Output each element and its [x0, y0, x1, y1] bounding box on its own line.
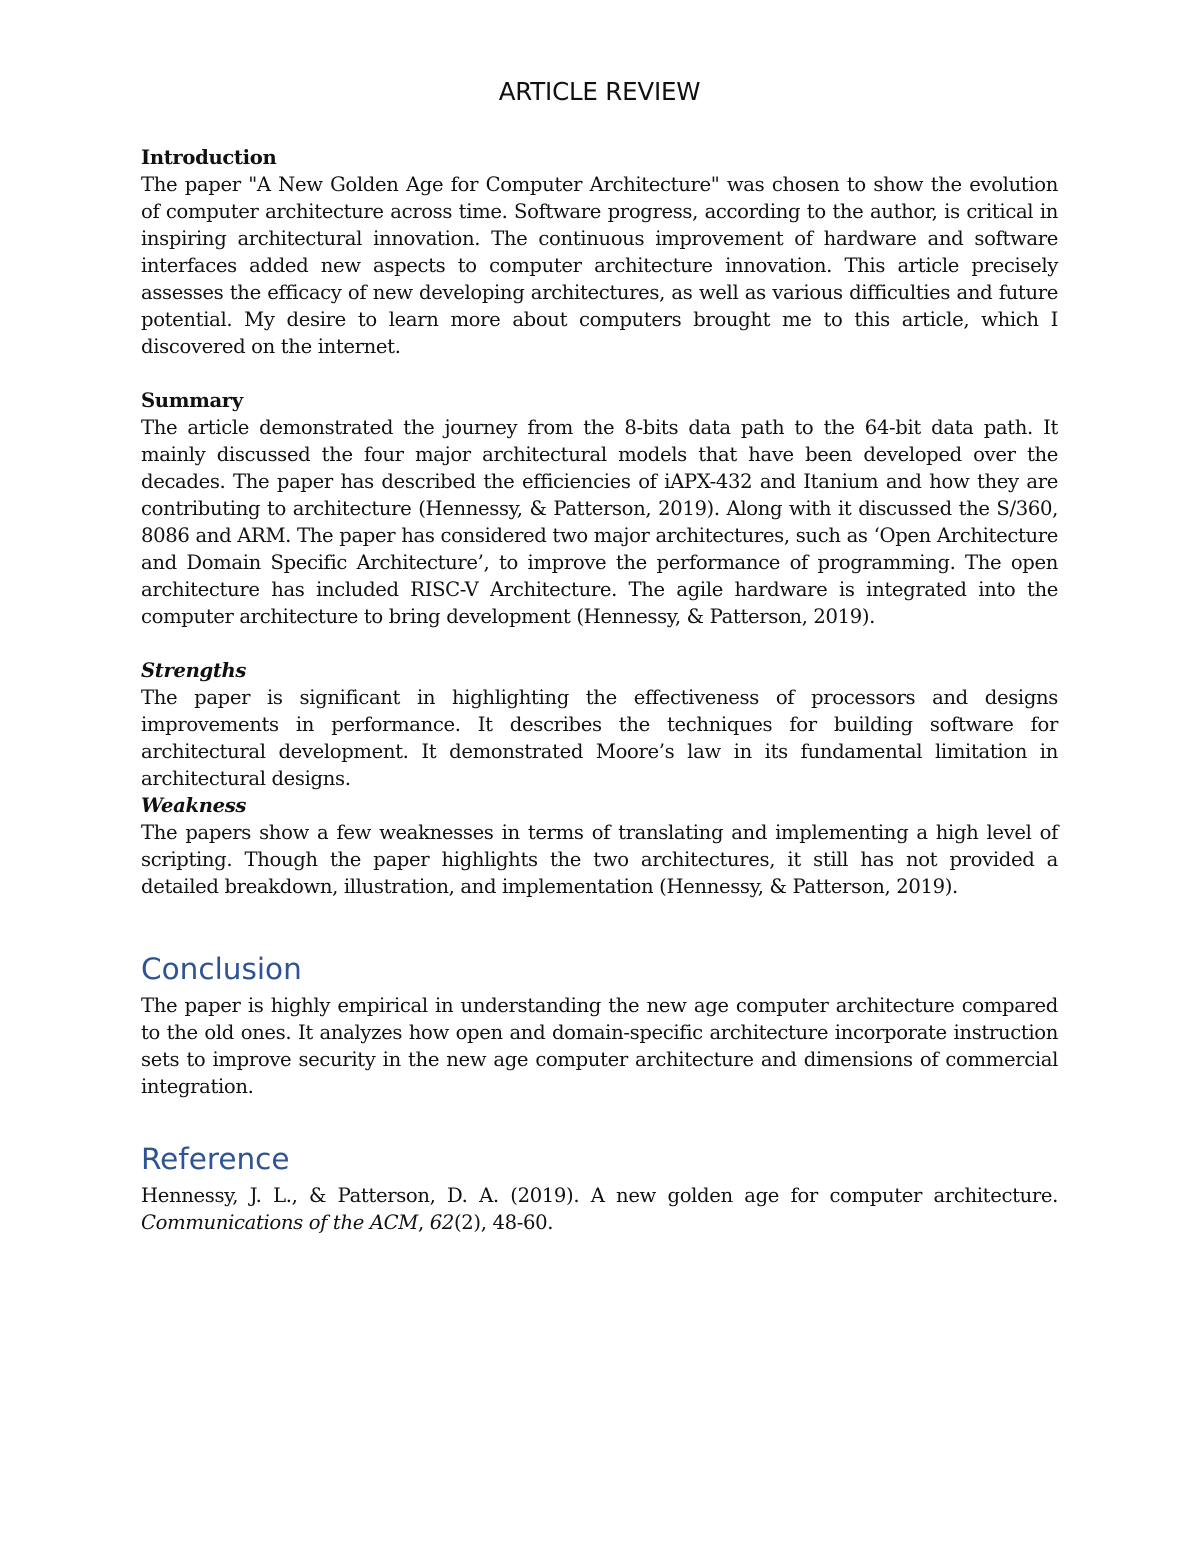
summary-paragraph: The article demonstrated the journey from the 8-bits data path to the 64-bit data path. It mainly discussed the four major architectural models that have been developed over the decades. The paper has described the efficiencies of iAPX-432 and Itanium and how they are contributing to architecture (Hennessy, & Patterson, 2019). Along with it discussed the S/360, 8086 and ARM. The paper has considered two major architectures, such as ‘Open Architecture and Domain Specific Architecture’, to improve the performance of programming. The open architecture has included RISC-V Architecture. The agile hardware is integrated into the computer architecture to bring development (Hennessy, & Patterson, 2019).	[141, 416, 1058, 628]
summary-heading: Summary	[141, 389, 243, 412]
introduction-heading: Introduction	[141, 146, 277, 169]
weakness-heading: Weakness	[141, 794, 247, 817]
reference-separator: ,	[418, 1211, 430, 1234]
reference-issue-pages: (2), 48-60.	[454, 1211, 554, 1234]
spacer	[141, 360, 1058, 387]
reference-entry	[141, 1182, 1058, 1236]
weakness-paragraph: The papers show a few weaknesses in terms of translating and implementing a high level of scripting. Though the paper highlights the two architectures, it still has not provided a detailed breakdown, illustration, and implementation (Hennessy, & Patterson, 2019).	[141, 821, 1058, 898]
conclusion-paragraph: The paper is highly empirical in understanding the new age computer architecture compared to the old ones. It analyzes how open and domain-specific architecture incorporate instruction sets to improve security in the new age computer architecture and dimensions of commercial integration.	[141, 994, 1058, 1098]
reference-authors-text: Hennessy, J. L., & Patterson, D. A. (2019). A new golden age for computer architecture.	[141, 1184, 1058, 1207]
conclusion-heading: Conclusion	[141, 952, 302, 986]
introduction-paragraph: The paper "A New Golden Age for Computer Architecture" was chosen to show the evolution of computer architecture across time. Software progress, according to the author, is critical in inspiring architectural innovation. The continuous improvement of hardware and software interfaces added new aspects to computer architecture innovation. This article precisely assesses the efficacy of new developing architectures, as well as various difficulties and future potential. My desire to learn more about computers brought me to this article, which I discovered on the internet.	[141, 173, 1058, 358]
document-title: ARTICLE REVIEW	[498, 77, 701, 106]
strengths-heading: Strengths	[141, 659, 247, 682]
conclusion-section	[141, 950, 1058, 1100]
summary-section	[141, 387, 1058, 630]
reference-volume: 62	[429, 1211, 454, 1234]
reference-heading: Reference	[141, 1142, 290, 1176]
reference-journal: Communications of the ACM	[141, 1211, 418, 1234]
strengths-section	[141, 657, 1058, 792]
strengths-paragraph: The paper is significant in highlighting the effectiveness of processors and designs improvements in performance. It describes the techniques for building software for architectural development. It demonstrated Moore’s law in its fundamental limitation in architectural designs.	[141, 686, 1058, 790]
document-body	[141, 76, 1058, 1236]
weakness-section	[141, 792, 1058, 900]
introduction-section	[141, 144, 1058, 360]
spacer	[141, 630, 1058, 657]
reference-section	[141, 1140, 1058, 1236]
